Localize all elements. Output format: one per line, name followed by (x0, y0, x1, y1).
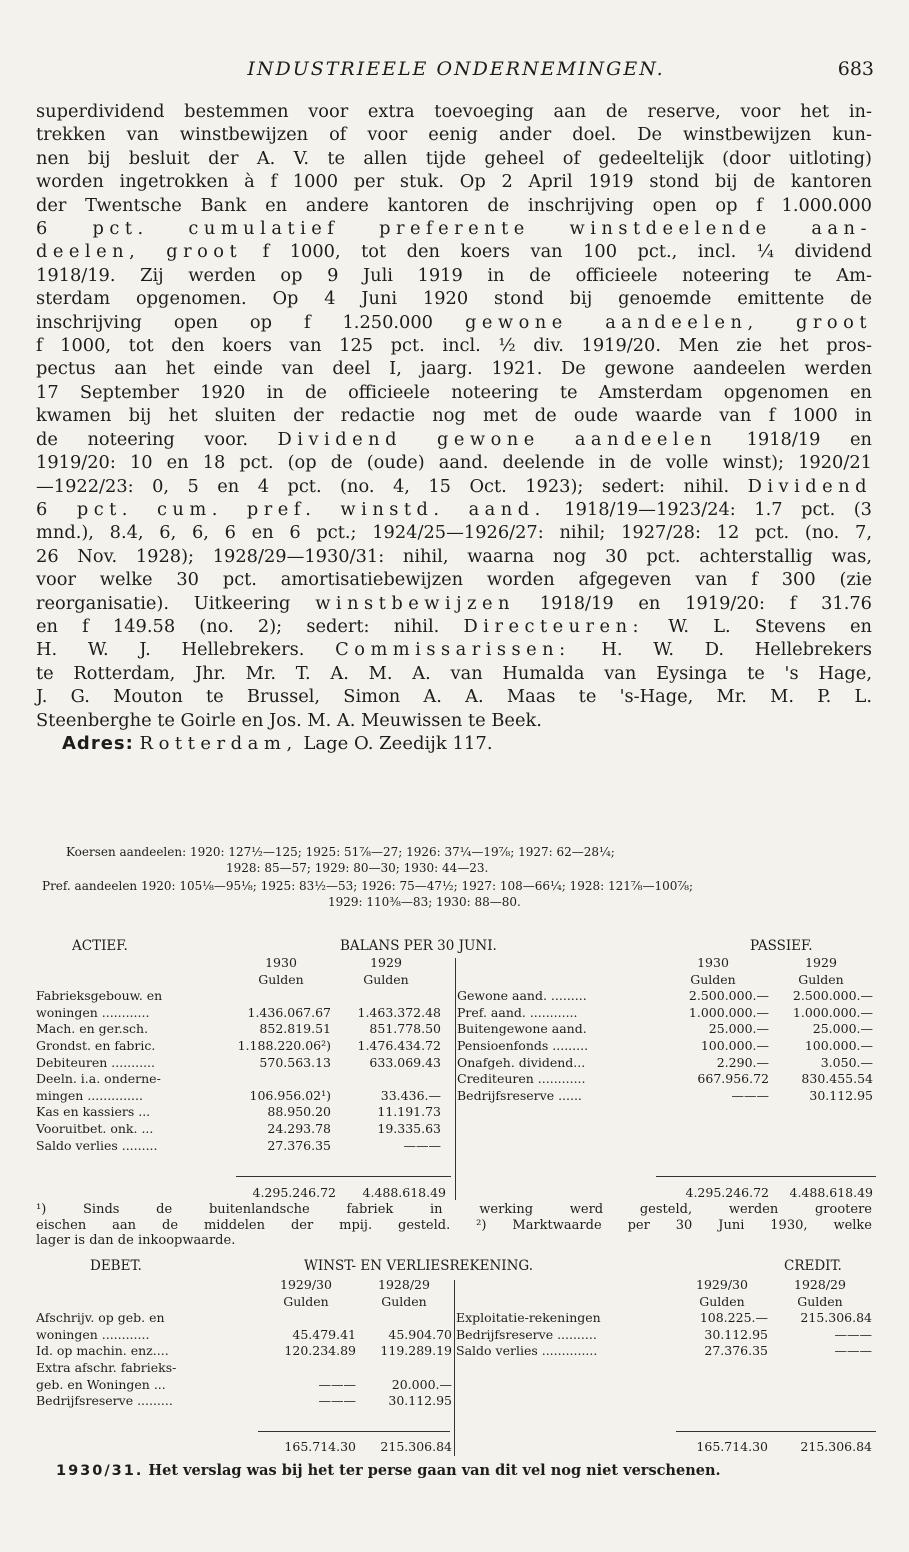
row-value: 1.436.067.67 (247, 1004, 331, 1020)
row-value: 108.225.— (699, 1310, 768, 1326)
total-1928-29: 215.306.84 (380, 1439, 452, 1454)
koersen-line-4: 1929: 110⅜—83; 1930: 88—80. (328, 895, 521, 909)
row-value: 667.956.72 (697, 1071, 769, 1087)
row-value: 2.290.— (716, 1054, 769, 1070)
spaced-term: Dividend gewone aandeelen (277, 428, 718, 450)
row-label: Bedrijfsreserve ...... (457, 1087, 582, 1103)
passief-totals (657, 1185, 873, 1202)
row-value: 2.500.000.— (792, 988, 873, 1004)
table-row (457, 1088, 873, 1105)
row-value: ——— (318, 1393, 356, 1409)
col-unit: Gulden (283, 1293, 329, 1309)
row-value: ——— (834, 1343, 872, 1359)
body-line (36, 451, 872, 474)
col-year: 1929/30 (280, 1277, 332, 1292)
row-label: Grondst. en fabric. (36, 1037, 156, 1053)
total-1928-29: 215.306.84 (800, 1439, 872, 1454)
row-value: 27.376.35 (267, 1137, 331, 1153)
col-year: 1930 (697, 955, 729, 970)
credit-label: CREDIT. (784, 1258, 842, 1274)
text-segment: f 1000, tot den koers van 125 pct. incl. ½ div. 1919/20. Men zie het pros- (36, 335, 872, 357)
row-label: Fabrieksgebouw. en (36, 988, 163, 1004)
total-1929: 4.488.618.49 (362, 1185, 446, 1200)
table-row (36, 1327, 452, 1344)
body-line (36, 709, 872, 732)
balans-passief-table (457, 955, 873, 1104)
total-1929-30: 165.714.30 (284, 1439, 356, 1454)
table-row (457, 988, 873, 1005)
row-label: Id. op machin. enz.... (36, 1343, 169, 1359)
footnote-line: eischen aan de middelen der mpij. gesteld. ²) Marktwaarde per 30 Juni 1930, welke (36, 1217, 872, 1233)
body-line (36, 240, 872, 263)
text-segment: sterdam opgenomen. Op 4 Juni 1920 stond bij genoemde emittente de (36, 288, 872, 310)
text-segment: superdividend bestemmen voor extra toevoeging aan de reserve, voor het in- (36, 101, 872, 122)
row-value: 215.306.84 (800, 1310, 872, 1326)
annual-report-note (56, 1462, 721, 1479)
row-value (256, 1360, 356, 1377)
text-segment: en f 149.58 (no. 2); sedert: nihil. (36, 615, 464, 637)
text-segment: reorganisatie). Uitkeering (36, 592, 316, 614)
row-value: 19.335.63 (377, 1120, 441, 1136)
table-row (456, 1310, 872, 1327)
row-value (231, 1071, 331, 1088)
koersen-line-2: 1928: 85—57; 1929: 80—30; 1930: 44—23. (226, 861, 489, 875)
row-label: Deeln. i.a. onderne- (36, 1071, 161, 1087)
koersen-line-1: Koersen aandeelen: 1920: 127½—125; 1925: 51⅞—27; 1926: 37¼—19⅞; 1927: 62—28¼; (66, 845, 615, 859)
col-unit: Gulden (258, 971, 304, 987)
table-row (457, 1021, 873, 1038)
credit-table (456, 1277, 872, 1360)
row-label: woningen ............ (36, 1004, 150, 1020)
text-segment: 26 Nov. 1928); 1928/29—1930/31: nihil, waarna nog 30 pct. achterstallig was, (36, 545, 872, 567)
body-line (36, 475, 872, 498)
row-label: Pref. aand. ............ (457, 1004, 578, 1020)
col-year: 1930 (265, 955, 297, 970)
running-header-title: INDUSTRIEELE ONDERNEMINGEN. (247, 58, 665, 80)
text-segment: —1922/23: 0, 5 en 4 pct. (no. 4, 15 Oct. 1923); sedert: nihil. (36, 475, 748, 497)
body-line (36, 521, 872, 544)
row-value: 851.778.50 (369, 1021, 441, 1037)
row-value: 830.455.54 (801, 1071, 873, 1087)
row-value: 119.289.19 (380, 1343, 452, 1359)
row-value: 25.000.— (708, 1021, 769, 1037)
text-segment: Steenberghe te Goirle en Jos. M. A. Meuwissen te Beek. (36, 709, 542, 731)
body-line (36, 194, 872, 217)
winst-title: WINST- EN VERLIESREKENING. (304, 1258, 534, 1274)
row-label: Crediteuren ............ (457, 1071, 586, 1087)
row-value: ——— (834, 1326, 872, 1342)
col-year: 1928/29 (378, 1277, 430, 1292)
row-value: ——— (318, 1376, 356, 1392)
table-row (36, 1071, 441, 1088)
row-value: 88.950.20 (267, 1104, 331, 1120)
row-value: 45.479.41 (292, 1326, 356, 1342)
adres-street: Lage O. Zeedijk 117. (297, 732, 493, 754)
row-label: Pensioenfonds ......... (457, 1037, 589, 1053)
col-year: 1929/30 (696, 1277, 748, 1292)
row-label: Afschrijv. op geb. en (36, 1310, 165, 1326)
row-value: 1.188.220.06²) (237, 1037, 331, 1053)
col-unit: Gulden (690, 971, 736, 987)
text-segment: 1919/20: 10 en 18 pct. (op de (oude) aand. deelende in de volle winst); 1920/21 (36, 452, 872, 474)
table-row (36, 1021, 441, 1038)
table-row (457, 1055, 873, 1072)
row-label: Saldo verlies ......... (36, 1137, 158, 1153)
footnote-line: lager is dan de inkoopwaarde. (36, 1233, 236, 1248)
row-value: 30.112.95 (809, 1087, 873, 1103)
total-1929-30: 165.714.30 (696, 1439, 768, 1454)
passief-total-rule (656, 1176, 876, 1177)
actief-total-rule (236, 1176, 451, 1177)
row-label: Gewone aand. ......... (457, 988, 587, 1004)
spaced-term: deelen, groot (36, 241, 243, 263)
body-line (36, 170, 872, 193)
col-year: 1928/29 (794, 1277, 846, 1292)
balans-title: BALANS PER 30 JUNI. (340, 938, 497, 954)
body-line (36, 568, 872, 591)
row-value: 20.000.— (391, 1376, 452, 1392)
table-row (36, 1088, 441, 1105)
row-value: 2.500.000.— (688, 988, 769, 1004)
row-value: 100.000.— (700, 1037, 769, 1053)
row-value: 27.376.35 (704, 1343, 768, 1359)
body-line (36, 381, 872, 404)
spaced-term: Dividend (747, 475, 872, 497)
row-value: 3.050.— (820, 1054, 873, 1070)
report-year: 1930/31. (56, 1463, 144, 1479)
body-line (36, 662, 872, 685)
spaced-term: 6 pct. cum. pref. winstd. aand. (36, 498, 546, 520)
row-value: 45.904.70 (388, 1326, 452, 1342)
company-description (36, 100, 872, 755)
actief-totals (236, 1185, 446, 1202)
text-segment: kwamen bij het sluiten der redactie nog met de oude waarde van f 1000 in (36, 405, 872, 427)
row-value (331, 1071, 441, 1088)
row-value (356, 1310, 452, 1327)
row-label: Saldo verlies .............. (456, 1343, 598, 1359)
table-row (36, 1104, 441, 1121)
body-line (36, 638, 872, 661)
spaced-term: Commissarissen: (335, 639, 571, 661)
text-segment: W. L. Stevens en (644, 615, 872, 637)
credit-totals (676, 1439, 872, 1456)
row-value (331, 988, 441, 1005)
row-value: 120.234.89 (284, 1343, 356, 1359)
table-row (36, 1005, 441, 1022)
text-segment: der Twentsche Bank en andere kantoren de inschrijving open op f 1.000.000 (36, 194, 872, 216)
body-line (36, 311, 872, 334)
table-row (457, 1005, 873, 1022)
body-line (36, 357, 872, 380)
total-1930: 4.295.246.72 (252, 1185, 336, 1200)
debet-totals (256, 1439, 452, 1456)
row-label: Extra afschr. fabrieks- (36, 1359, 177, 1375)
row-label: Bedrijfsreserve ......... (36, 1393, 173, 1409)
text-segment: voor welke 30 pct. amortisatiebewijzen worden afgegeven van f 300 (zie (36, 569, 872, 591)
body-line (36, 592, 872, 615)
table-row (36, 1038, 441, 1055)
table-row (36, 1310, 452, 1327)
spaced-term: winstbewijzen (315, 592, 516, 614)
table-row (36, 1393, 452, 1410)
text-segment: de noteering voor. (36, 428, 278, 450)
row-label: woningen ............ (36, 1326, 150, 1342)
text-segment: 17 September 1920 in de officieele noteering te Amsterdam opgenomen en (36, 381, 872, 403)
body-line (36, 147, 872, 170)
text-segment: mnd.), 8.4, 6, 6, 6 en 6 pct.; 1924/25—1926/27: nihil; 1927/28: 12 pct. (no. 7, (36, 522, 872, 544)
row-value: 1.463.372.48 (357, 1004, 441, 1020)
row-label: Buitengewone aand. (457, 1021, 587, 1037)
row-value: 11.191.73 (377, 1104, 441, 1120)
col-year: 1929 (805, 955, 837, 970)
col-unit: Gulden (363, 971, 409, 987)
row-value: 852.819.51 (259, 1021, 331, 1037)
col-unit: Gulden (699, 1293, 745, 1309)
debet-table (36, 1277, 452, 1410)
table-row (36, 1377, 452, 1394)
row-label: Exploitatie-rekeningen (456, 1310, 601, 1326)
row-value: 570.563.13 (259, 1054, 331, 1070)
row-value: 25.000.— (812, 1021, 873, 1037)
body-line (36, 498, 872, 521)
report-note-text: Het verslag was bij het ter perse gaan van dit vel nog niet verschenen. (143, 1462, 721, 1479)
row-label: Bedrijfsreserve .......... (456, 1326, 597, 1342)
spaced-term: 6 pct. cumulatief preferente winstdeelende aan- (36, 218, 872, 240)
table-row (36, 1121, 441, 1138)
row-label: Vooruitbet. onk. ... (36, 1120, 154, 1136)
table-row (457, 1071, 873, 1088)
body-line (36, 334, 872, 357)
body-line (36, 615, 872, 638)
text-segment: pectus aan het einde van deel I, jaarg. 1921. De gewone aandeelen werden (36, 358, 872, 380)
body-line (36, 264, 872, 287)
footnote-line: ¹) Sinds de buitenlandsche fabriek in werking werd gesteld, werden grootere (36, 1202, 872, 1217)
body-line (36, 428, 872, 451)
winst-divider (454, 1280, 455, 1456)
col-unit: Gulden (381, 1293, 427, 1309)
total-1930: 4.295.246.72 (685, 1185, 769, 1200)
row-label: Debiteuren ........... (36, 1054, 155, 1070)
body-line (36, 404, 872, 427)
text-segment: 1918/19 en 1919/20: f 31.76 (515, 592, 872, 614)
body-line (36, 217, 872, 240)
row-value: 633.069.43 (369, 1054, 441, 1070)
row-value (231, 988, 331, 1005)
table-row (36, 1055, 441, 1072)
text-segment: trekken van winstbewijzen of voor eenig ander doel. De winstbewijzen kun- (36, 124, 872, 146)
row-value: ——— (731, 1087, 769, 1103)
text-segment: 1918/19 en (717, 428, 872, 450)
text-segment: nen bij besluit der A. V. te allen tijde geheel of gedeeltelijk (door uitloting) (36, 147, 872, 169)
text-segment: worden ingetrokken à f 1000 per stuk. Op 2 April 1919 stond bij de kantoren (36, 171, 872, 193)
row-value: 33.436.— (380, 1087, 441, 1103)
text-segment: f 1000, tot den koers van 100 pct., incl. ¼ dividend (242, 241, 872, 263)
row-label: mingen .............. (36, 1087, 143, 1103)
row-label: geb. en Woningen ... (36, 1376, 166, 1392)
row-value: 1.000.000.— (688, 1004, 769, 1020)
row-label: Kas en kassiers ... (36, 1104, 151, 1120)
debet-total-rule (258, 1431, 450, 1432)
table-row (456, 1327, 872, 1344)
row-value: 24.293.78 (267, 1120, 331, 1136)
row-label: Onafgeh. dividend... (457, 1054, 586, 1070)
balans-footnotes (36, 1202, 872, 1249)
table-row (36, 1343, 452, 1360)
credit-total-rule (676, 1431, 876, 1432)
table-row (456, 1343, 872, 1360)
page-number: 683 (837, 58, 874, 80)
col-unit: Gulden (798, 971, 844, 987)
row-value: ——— (403, 1137, 441, 1153)
row-label: Mach. en ger.sch. (36, 1021, 149, 1037)
row-value: 106.956.02¹) (249, 1087, 331, 1103)
body-line (36, 287, 872, 310)
debet-label: DEBET. (90, 1258, 142, 1274)
row-value: 1.000.000.— (792, 1004, 873, 1020)
spaced-term: Directeuren: (463, 615, 645, 637)
text-segment: H. W. D. Hellebrekers (570, 639, 872, 661)
row-value: 30.112.95 (704, 1326, 768, 1342)
page (36, 0, 876, 1552)
text-segment: te Rotterdam, Jhr. Mr. T. A. M. A. van Humalda van Eysinga te 's Hage, (36, 662, 872, 684)
row-value: 1.476.434.72 (357, 1037, 441, 1053)
table-row (36, 1360, 452, 1377)
spaced-term: gewone aandeelen, groot (464, 311, 872, 333)
total-1929: 4.488.618.49 (789, 1185, 873, 1200)
body-line (36, 123, 872, 146)
adres-line (36, 732, 872, 755)
row-value: 30.112.95 (388, 1393, 452, 1409)
table-row (36, 988, 441, 1005)
adres-city: Rotterdam, (139, 732, 298, 754)
col-year: 1929 (370, 955, 402, 970)
text-segment: inschrijving open op f 1.250.000 (36, 311, 465, 333)
col-unit: Gulden (797, 1293, 843, 1309)
table-row (36, 1138, 441, 1155)
balans-divider (455, 958, 456, 1200)
row-value: 100.000.— (804, 1037, 873, 1053)
body-line (36, 685, 872, 708)
table-row (457, 1038, 873, 1055)
row-value (356, 1360, 452, 1377)
text-segment: 1918/19. Zij werden op 9 Juli 1919 in de officieele noteering te Am- (36, 264, 872, 286)
text-segment: 1918/19—1923/24: 1.7 pct. (3 (545, 498, 872, 520)
koersen-line-3: Pref. aandeelen 1920: 105⅛—95⅛; 1925: 83½—53; 1926: 75—47½; 1927: 108—66¼; 1928: 121⅞—100⅞; (42, 879, 694, 893)
body-line (36, 100, 872, 123)
passief-label: PASSIEF. (750, 938, 813, 954)
row-value (256, 1310, 356, 1327)
actief-label: ACTIEF. (72, 938, 128, 954)
balans-actief-table (36, 955, 441, 1154)
body-line (36, 545, 872, 568)
text-segment: H. W. J. Hellebrekers. (36, 639, 336, 661)
adres-label: Adres: (62, 732, 134, 754)
text-segment: J. G. Mouton te Brussel, Simon A. A. Maas te 's-Hage, Mr. M. P. L. (36, 686, 872, 708)
